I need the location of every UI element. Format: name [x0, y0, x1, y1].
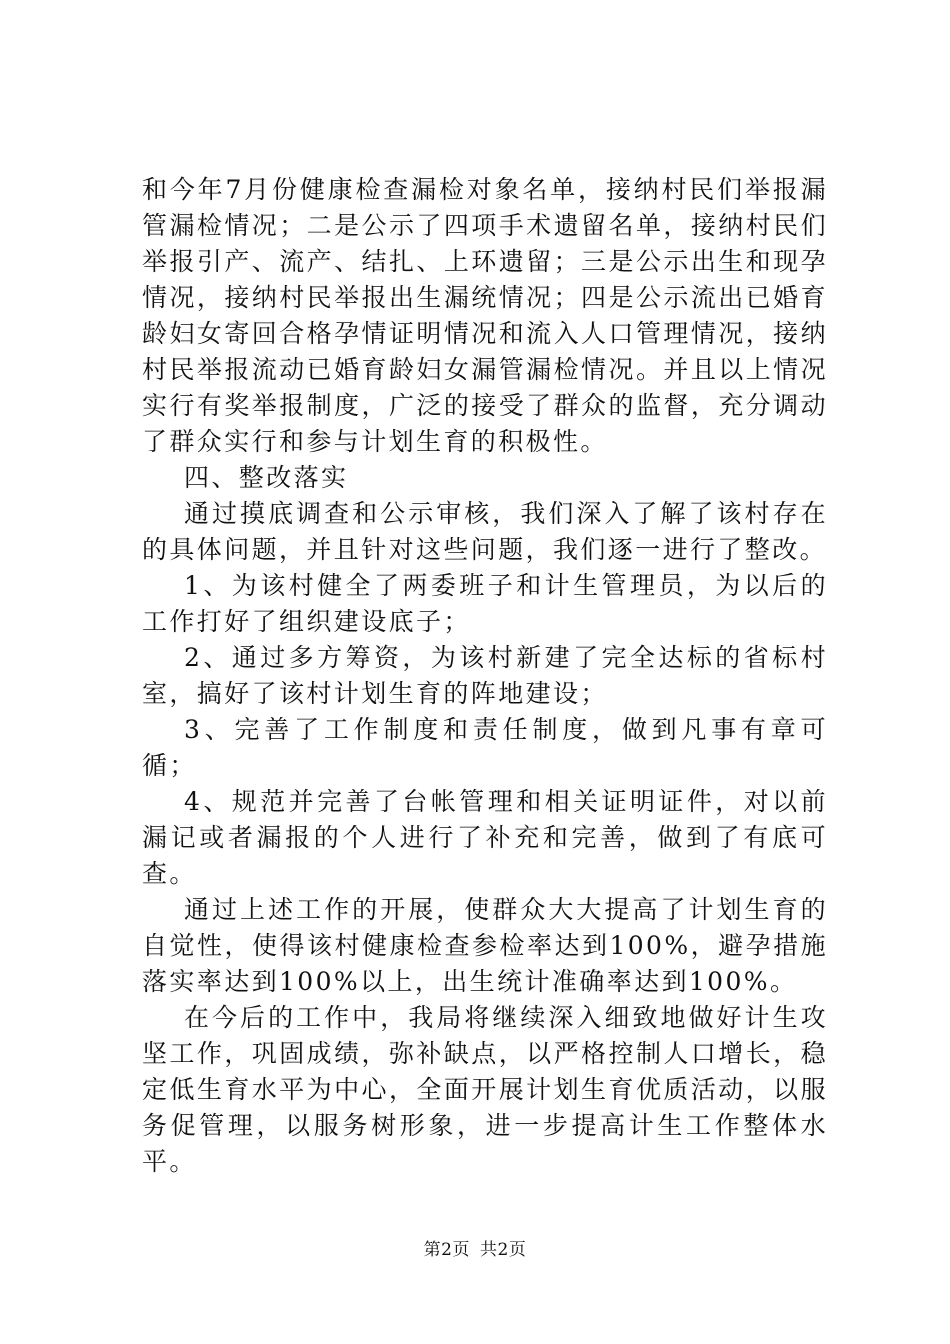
paragraph-future-work: 在今后的工作中，我局将继续深入细致地做好计生攻坚工作，巩固成绩，弥补缺点，以严格控制人口增长，稳定低生育水平为中心，全面开展计划生育优质活动，以服务促管理，以服务树形象，进一步提高计生工作整体水平。 — [142, 1003, 828, 1176]
paragraph-results: 通过上述工作的开展，使群众大大提高了计划生育的自觉性，使得该村健康检查参检率达到100%，避孕措施落实率达到100%以上，出生统计准确率达到100%。 — [142, 895, 828, 996]
list-item-3: 3、完善了工作制度和责任制度，做到凡事有章可循； — [142, 715, 828, 780]
document-body — [142, 172, 828, 1180]
list-item-1: 1、为该村健全了两委班子和计生管理员，为以后的工作打好了组织建设底子； — [142, 571, 828, 636]
list-item-4: 4、规范并完善了台帐管理和相关证明证件，对以前漏记或者漏报的个人进行了补充和完善，做到了有底可查。 — [142, 787, 828, 888]
section-heading-rectification: 四、整改落实 — [184, 463, 349, 492]
paragraph-public-notice-continued: 和今年7月份健康检查漏检对象名单，接纳村民们举报漏管漏检情况；二是公示了四项手术遗留名单，接纳村民们举报引产、流产、结扎、上环遗留；三是公示出生和现孕情况，接纳村民举报出生漏统情况；四是公示流出已婚育龄妇女寄回合格孕情证明情况和流入人口管理情况，接纳村民举报流动已婚育龄妇女漏管漏检情况。并且以上情况实行有奖举报制度，广泛的接受了群众的监督，充分调动了群众实行和参与计划生育的积极性。 — [142, 175, 828, 456]
page-number-total: 共2页 — [480, 1240, 527, 1260]
paragraph-rectification-intro: 通过摸底调查和公示审核，我们深入了解了该村存在的具体问题，并且针对这些问题，我们逐一进行了整改。 — [142, 499, 828, 564]
page-footer — [0, 1240, 950, 1260]
page-number-current: 第2页 — [423, 1240, 470, 1260]
list-item-2: 2、通过多方筹资，为该村新建了完全达标的省标村室，搞好了该村计划生育的阵地建设； — [142, 643, 828, 708]
